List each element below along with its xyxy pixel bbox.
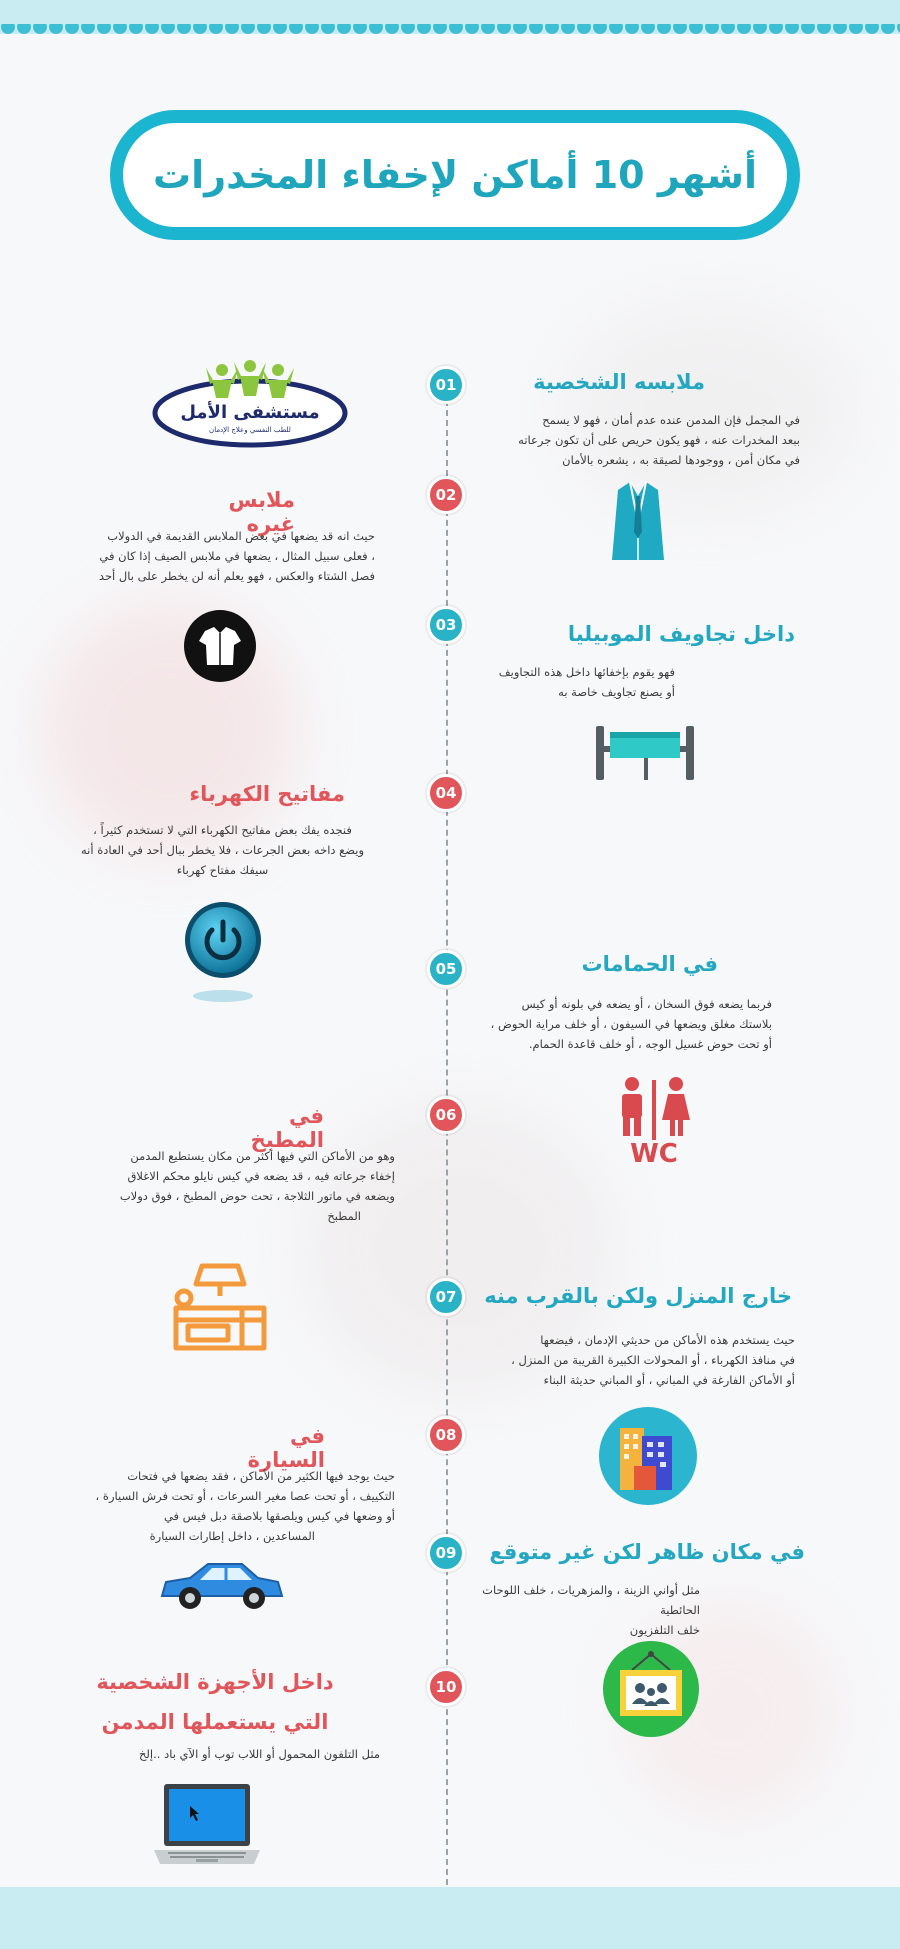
car-icon — [156, 1556, 286, 1614]
step-number-09: 09 — [427, 1534, 465, 1572]
buildings-icon — [598, 1406, 698, 1506]
step-number-06: 06 — [427, 1096, 465, 1134]
title-banner — [110, 110, 800, 240]
item-07-title: خارج المنزل ولكن بالقرب منه — [484, 1284, 792, 1308]
page-title: أشهر 10 أماكن لإخفاء المخدرات — [153, 153, 757, 197]
item-08-text: حيث يوجد فيها الكثير من الأماكن ، فقد يضعها في فتحات التكييف ، أو تحت عصا مغير السرعات ، أو تحت فرش السيارة ، أو وضعها في كيس ويلصقها بلاصقة دبل فيس في المساعدين ، داخل إطارات السيارة — [95, 1469, 395, 1543]
item-06-title: في المطبخ — [250, 1104, 324, 1152]
step-number-05: 05 — [427, 950, 465, 988]
item-05-text: فربما يضعه فوق السخان ، أو يضعه في بلونه أو كيس بلاستك مغلق ويضعها في السيفون ، أو خلف مراية الحوض ، أو تحت حوض غسيل الوجه ، أو خلف قاعدة الحمام. — [490, 997, 772, 1051]
item-03-title: داخل تجاويف الموبيليا — [567, 622, 795, 646]
shirt-icon — [183, 609, 257, 683]
item-10-text: مثل التلفون المحمول أو اللاب توب أو الآي باد ..إلخ — [138, 1747, 380, 1761]
item-08-title: في السيارة — [247, 1424, 325, 1472]
item-02-text: حيث انه قد يضعها في بعض الملابس القديمة في الدولاب ، فعلى سبيل المثال ، يضعها في ملابس الصيف إذا كان في فصل الشتاء والعكس ، فهو يعلم أنه لن يخطر على بال أحد — [98, 529, 375, 583]
step-number-02: 02 — [427, 476, 465, 514]
logo-name: مستشفى الأمل — [180, 402, 320, 423]
step-number-08: 08 — [427, 1416, 465, 1454]
furniture-icon — [596, 724, 694, 780]
suit-icon — [608, 482, 668, 560]
step-number-03: 03 — [427, 606, 465, 644]
item-10-title: داخل الأجهزة الشخصية التي يستعملها المدمن — [96, 1670, 334, 1734]
item-05-title: في الحمامات — [581, 952, 718, 976]
item-03-text: فهو يقوم بإخفائها داخل هذه التجاويف أو يصنع تجاويف خاصة به — [498, 665, 675, 699]
hospital-logo — [150, 358, 350, 448]
step-number-10: 10 — [427, 1668, 465, 1706]
laptop-icon — [150, 1780, 264, 1870]
kitchen-stove-icon — [172, 1260, 268, 1352]
step-number-01: 01 — [427, 366, 465, 404]
item-02-title: ملابس غيره — [228, 488, 295, 536]
item-07-text: حيث يستخدم هذه الأماكن من حديثي الإدمان ، فيضعها في منافذ الكهرباء ، أو المحولات الكبيرة القريبة من المنزل ، أو الأماكن الفارغة في المباني ، أو المباني حديثة البناء — [511, 1333, 795, 1387]
item-01-title: ملابسه الشخصية — [533, 370, 705, 394]
logo-tagline: للطب النفسي وعلاج الإدمان — [209, 426, 291, 434]
step-number-04: 04 — [427, 774, 465, 812]
wall-frame-icon — [602, 1640, 700, 1738]
wc-restroom-icon — [610, 1076, 698, 1164]
item-06-text: وهو من الأماكن التي فيها أكثر من مكان يستطيع المدمن إخفاء جرعاته فيه ، قد يضعه في كيس نايلو محكم الاغلاق ويضعه في ماتور الثلاجة ، تحت حوض المطبخ ، فوق دولاب المطبخ — [119, 1149, 395, 1223]
bottom-decorative-band — [0, 1887, 900, 1949]
item-09-text: مثل أواني الزينة ، والمزهريات ، خلف اللوحات الحائطية خلف التلفزيون — [482, 1583, 700, 1637]
svg-text:WC: WC — [630, 1139, 678, 1164]
step-number-07: 07 — [427, 1278, 465, 1316]
top-scallop-border — [0, 24, 900, 44]
item-04-title: مفاتيح الكهرباء — [189, 782, 345, 806]
item-09-title: في مكان ظاهر لكن غير متوقع — [489, 1540, 805, 1564]
power-button-icon — [182, 900, 264, 1008]
item-04-text: فنجده يفك بعض مفاتيح الكهرباء التي لا تستخدم كثيراً ، ويضع داخه بعض الجرعات ، فلا يخطر ببال أحد في العادة أنه سيفك مفتاح كهرباء — [80, 823, 365, 877]
item-01-text: في المجمل فإن المدمن عنده عدم أمان ، فهو لا يسمح ببعد المخدرات عنه ، فهو يكون حريص على أن تكون جرعاته في مكان أمن ، ووجودها لصيقة به ، يشعره بالأمان — [518, 413, 800, 467]
